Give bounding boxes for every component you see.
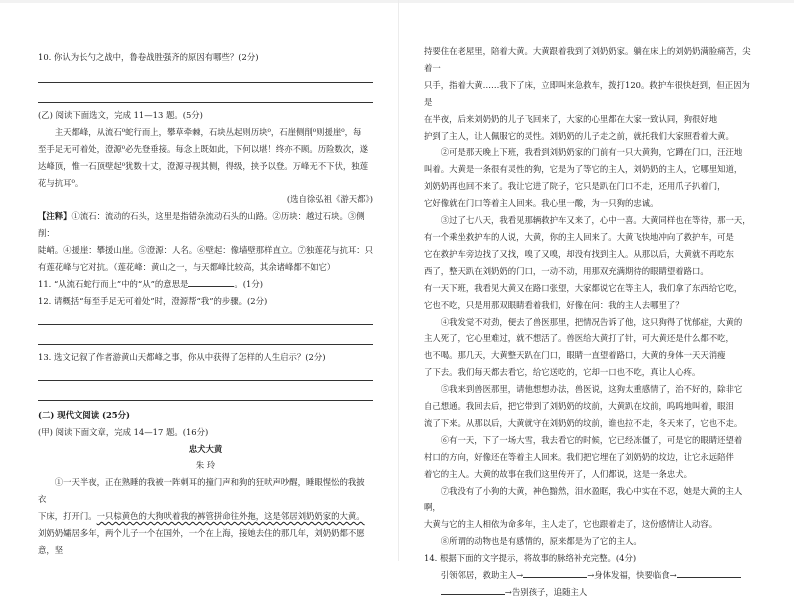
annotation-line: 陡峭。④援崖：攀援山崖。⑤澄源：人名。⑥壁起：像墙壁那样直立。⑦独莲花与抗耳：只 [38, 245, 373, 256]
section-er-heading: (二) 现代文阅读 (25分) [38, 409, 130, 420]
article-line: 有一个乘坐救护车的人说，大黄，你的主人回来了。大黄飞快地冲向了救护车，可是 [424, 231, 734, 242]
question-13: 13. 选文记叙了作者游黄山天都峰之事，你从中获得了怎样的人生启示？(2分) [38, 351, 326, 362]
passage-line: 花与抗耳⁰。 [38, 177, 84, 188]
page-gutter [398, 0, 399, 561]
annotation-text: ①流石：流动的石头，这里是指错杂流动石头的山路。②历块：越过石块。③侧削： [38, 211, 365, 239]
article-line: 刘奶奶再也回不来了。我让它进了院子，它只是趴在门口不走，还用爪子扒着门， [424, 181, 726, 192]
article-line: 西了，整天趴在刘奶奶的门口，一动不动，用那双充满期待的眼睛望着路口。 [424, 265, 709, 276]
annotation-line [38, 208, 373, 242]
fill-in-blank[interactable] [188, 277, 234, 287]
article-line: 在半夜，后来刘奶奶的儿子飞回来了，大家的心里都在大家一致认同，狗很好地 [424, 113, 718, 124]
article-line: 有一天下班，我看见大黄又在路口张望，大家都说它在等主人，我们拿了东西给它吃， [424, 282, 743, 293]
article-line: ②可是那天晚上下班，我看到刘奶奶家的门前有一只大黄狗，它蹲在门口，汪汪地 [440, 147, 743, 158]
article-line: 它在救护车旁边找了又找，嗅了又嗅，却没有找到主人。从那以后，大黄就不再吃东 [424, 248, 734, 259]
article-line: 着它的主人。大黄的故事在我们这里传开了，人们都说，这是一条忠犬。 [424, 468, 692, 479]
question-11: 11. “从流石蛇行而上”中的“从”的意思是 。(1分) [38, 278, 263, 289]
section-jia-heading: (甲) 阅读下面文章，完成 14—17 题。(16分) [38, 426, 209, 437]
story-chain-row-2: →告别孩子，追随主人 [424, 584, 757, 601]
section-yi-heading: (乙) 阅读下面选文，完成 11—13 题。(5分) [38, 109, 203, 120]
article-line: 它好像就在门口等着主人回来。我心里一酸，为一只狗的忠诚。 [424, 198, 659, 209]
article-line: ⑧所谓的动物也是有感情的，原来都是为了它的主人。 [440, 536, 642, 547]
passage-line: 至手足无可着处，澄源⁰必先登垂接。每念上既如此，下何以堪！终亦不顾。历险数次，遂 [38, 143, 368, 154]
question-12: 12. 请概括“每至手足无可着处”时，澄源帮“我”的步骤。(2分) [38, 295, 268, 306]
article-line: 主人死了，它心里难过，就不想活了。兽医给大黄打了针，可大黄还是什么都不吃， [424, 333, 734, 344]
article-line: 叫着。大黄是一条很有灵性的狗，它是为了等它的主人，刘奶奶的主人，它哪里知道， [424, 164, 743, 175]
question-14: 14. 根据下面的文字提示，将故事的脉络补充完整。(4分) [424, 553, 637, 564]
article-line: 自己想通。我回去后，把它带到了刘奶奶的坟前，大黄趴在坟前，呜呜地叫着，眼泪 [424, 401, 734, 412]
annotation-line: 有莲花峰与它对抗。（莲花峰：黄山之一，与天都峰比较高，其余诸峰都不如它） [38, 262, 336, 273]
article-line: ⑥有一天，下了一场大雪，我去看它的时候，它已经冻僵了，可是它的眼睛还望着 [440, 434, 743, 445]
wavy-underlined-sentence: 一只棕黄色的大狗吠着我的裤管拼命往外拖，这是邻居刘奶奶家的大黄。 [96, 511, 365, 522]
article-line: 流了下来。从那以后，大黄就守在刘奶奶的坟前，谁也拉不走，冬天来了，它也不走。 [424, 417, 743, 428]
article-line: 护到了主人，让人佩服它的灵性。刘奶奶的儿子走之前，就托我们大家照看着大黄。 [424, 130, 734, 141]
article-line: ④我发觉不对劲，便去了兽医那里，把情况告诉了他，这只狗得了忧郁症，大黄的 [440, 316, 743, 327]
question-10: 10. 你认为长勺之战中，鲁卷战胜强齐的原因有哪些？(2分) [38, 52, 259, 62]
article-author: 朱 玲 [195, 460, 216, 471]
article-line: 大黄与它的主人相依为命多年，主人走了，它也跟着走了，这份感情让人动容。 [424, 519, 718, 530]
article-line: ⑤我来到兽医那里，请他想想办法，兽医说，这狗太重感情了，治不好的，除非它 [440, 384, 743, 395]
passage-source: (选自徐弘祖《游天都》) [286, 194, 373, 205]
annotation-label: 【注释】 [38, 211, 72, 222]
article-line: 只手，指着大黄……我下了床，立即叫来急救车，拨打120。救护车很快赶到，但正因为是 [424, 79, 750, 107]
left-column [38, 0, 373, 561]
article-line: 也不喝。那几天，大黄整天趴在门口，眼睛一直望着路口，大黄的身体一天天消瘦 [424, 350, 726, 361]
article-title: 忠犬大黄 [188, 443, 223, 454]
article-paragraph-line: ①一天半夜，正在熟睡的我被一阵刺耳的撞门声和狗的狂吠声吵醒，睡眼惺忪的我披衣 [38, 477, 365, 505]
article-line: ⑦我没有了小狗的大黄，神色黯然，泪水盈眶，我心中实在不忍，她是大黄的主人啊， [424, 485, 743, 513]
article-paragraph-line: 下床，打开门。一只棕黄色的大狗吠着我的裤管拼命往外拖，这是邻居刘奶奶家的大黄。 [38, 511, 365, 522]
fill-in-blank[interactable] [677, 568, 741, 578]
fill-in-blank[interactable] [523, 568, 587, 578]
article-line: 村口的方向，好像还在等着主人回来。我们把它埋在了刘奶奶的坟边，让它永远陪伴 [424, 451, 734, 462]
passage-line: 主天都峰，从流石⁰蛇行而上，攀草牵棘，石块丛起则历块⁰，石崖侧削⁰则援崖⁰，每 [54, 126, 362, 137]
story-chain-row-1: 引领邻居，救助主人→ →身体发福，快要临食→ [424, 567, 757, 584]
article-paragraph-line: 刘奶奶孀居多年，两个儿子一个在国外，一个在上海，接她去住的那几年，刘奶奶都不愿意，坚 [38, 528, 365, 555]
right-column [424, 0, 757, 597]
article-line: 持要住在老屋里，陪着大黄。大黄跟着我到了刘奶奶家。躺在床上的刘奶奶满脸痛苦，尖着一 [424, 46, 751, 73]
article-line: 了下去。我们每天都去看它，给它送吃的，它却一口也不吃，真让人心疼。 [424, 367, 701, 378]
article-line: 它也不吃，只是用那双眼睛看着我们，好像在问：我的主人去哪里了？ [424, 299, 684, 310]
article-line: ③过了七八天，我看见那辆救护车又来了，心中一喜。大黄同样也在等待，那一天， [440, 215, 751, 226]
passage-line: 达峰顶，惟一石顶壁起⁰犹数十丈，澄源寻视其侧，得级，挟予以登。万峰无不下伏，独莲 [38, 160, 368, 171]
fill-in-blank[interactable] [441, 585, 505, 595]
